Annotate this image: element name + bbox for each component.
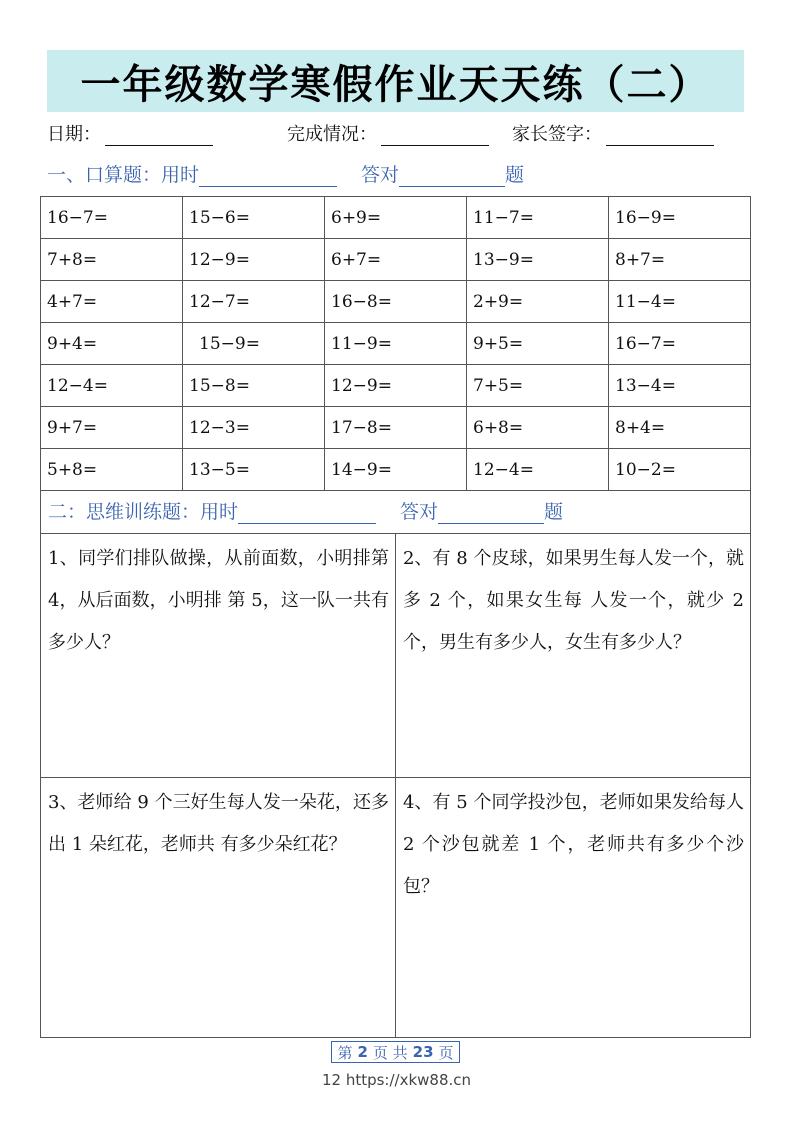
grid-row: [41, 449, 751, 491]
question-1-text: 1、同学们排队做操，从前面数，小明排第 4，从后面数，小明排 第 5，这一队一共有多少人？: [48, 548, 389, 653]
arithmetic-cell: 12−7=: [183, 281, 325, 323]
parent-signature-field: [512, 120, 714, 146]
date-label: 日期：: [47, 124, 101, 145]
arithmetic-cell: 2+9=: [467, 281, 609, 323]
footer-page: 2: [357, 1043, 368, 1061]
grid-row: [41, 281, 751, 323]
arithmetic-cell: 9+7=: [41, 407, 183, 449]
arithmetic-cell: 16−7=: [41, 197, 183, 239]
section1-correct-label: 答对: [361, 164, 400, 186]
arithmetic-cell: 12−9=: [183, 239, 325, 281]
parent-label: 家长签字：: [512, 124, 602, 145]
section2-correct-label: 答对: [400, 501, 439, 523]
date-field: [47, 120, 213, 146]
grid-row: [41, 239, 751, 281]
arithmetic-cell: 12−4=: [467, 449, 609, 491]
arithmetic-cell: 6+8=: [467, 407, 609, 449]
arithmetic-cell: 16−9=: [609, 197, 751, 239]
arithmetic-cell: 13−4=: [609, 365, 751, 407]
arithmetic-grid: [40, 196, 751, 491]
arithmetic-cell: 16−7=: [609, 323, 751, 365]
grid-row: [41, 407, 751, 449]
arithmetic-cell: 13−5=: [183, 449, 325, 491]
section1-correct-blank: [399, 164, 505, 187]
arithmetic-cell: 11−9=: [325, 323, 467, 365]
arithmetic-cell: 7+5=: [467, 365, 609, 407]
arithmetic-cell: 16−8=: [325, 281, 467, 323]
section2-time-blank: [238, 501, 376, 524]
section1-title: 一、口算题：用时: [47, 164, 200, 186]
arithmetic-cell: 4+7=: [41, 281, 183, 323]
arithmetic-cell: 14−9=: [325, 449, 467, 491]
arithmetic-cell: 12−3=: [183, 407, 325, 449]
section1-time-blank: [199, 164, 337, 187]
section2-title: 二：思维训练题：用时: [48, 501, 239, 523]
arithmetic-cell: 17−8=: [325, 407, 467, 449]
completion-blank: [381, 123, 489, 146]
arithmetic-cell: 13−9=: [467, 239, 609, 281]
question-3-text: 3、老师给 9 个三好生每人发一朵花，还多出 1 朵红花，老师共 有多少朵红花？: [48, 792, 389, 855]
arithmetic-cell: 15−8=: [183, 365, 325, 407]
arithmetic-cell: 8+4=: [609, 407, 751, 449]
arithmetic-cell: 9+5=: [467, 323, 609, 365]
question-4: [395, 777, 751, 1038]
arithmetic-cell: 15−6=: [183, 197, 325, 239]
question-2: [395, 533, 751, 778]
section2-unit: 题: [544, 501, 564, 523]
footer-suffix: 页: [438, 1043, 454, 1062]
page-number-footer: [331, 1041, 460, 1063]
arithmetic-cell: 11−7=: [467, 197, 609, 239]
arithmetic-cell: 12−9=: [325, 365, 467, 407]
arithmetic-cell: 12−4=: [41, 365, 183, 407]
completion-field: [287, 120, 489, 146]
arithmetic-cell: 15−9=: [183, 323, 325, 365]
section2-correct-blank: [438, 501, 544, 524]
watermark-url: 12 https://xkw88.cn: [321, 1071, 472, 1089]
question-3: [40, 777, 396, 1038]
info-row: [47, 120, 744, 150]
footer-total: 23: [412, 1043, 434, 1061]
question-4-text: 4、有 5 个同学投沙包，老师如果发给每人 2 个沙包就差 1 个，老师共有多少个沙包？: [403, 792, 744, 897]
arithmetic-cell: 8+7=: [609, 239, 751, 281]
arithmetic-cell: 5+8=: [41, 449, 183, 491]
grid-row: [41, 323, 751, 365]
question-1: [40, 533, 396, 778]
section1-heading: [47, 160, 524, 187]
section1-unit: 题: [505, 164, 525, 186]
completion-label: 完成情况：: [287, 124, 377, 145]
grid-row: [41, 197, 751, 239]
arithmetic-cell: 6+7=: [325, 239, 467, 281]
title-banner: [47, 50, 744, 112]
section2-heading: [48, 497, 563, 524]
arithmetic-cell: 11−4=: [609, 281, 751, 323]
grid-row: [41, 365, 751, 407]
arithmetic-cell: 9+4=: [41, 323, 183, 365]
date-blank: [105, 123, 213, 146]
arithmetic-cell: 10−2=: [609, 449, 751, 491]
parent-blank: [606, 123, 714, 146]
page-title: 一年级数学寒假作业天天练（二）: [80, 61, 711, 108]
footer-middle: 页 共: [372, 1043, 408, 1062]
arithmetic-cell: 7+8=: [41, 239, 183, 281]
question-2-text: 2、有 8 个皮球，如果男生每人发一个，就多 2 个，如果女生每 人发一个，就少 2 个，男生有多少人，女生有多少人？: [403, 548, 744, 653]
footer-prefix: 第: [337, 1043, 353, 1062]
section2-row: [40, 491, 751, 533]
arithmetic-cell: 6+9=: [325, 197, 467, 239]
